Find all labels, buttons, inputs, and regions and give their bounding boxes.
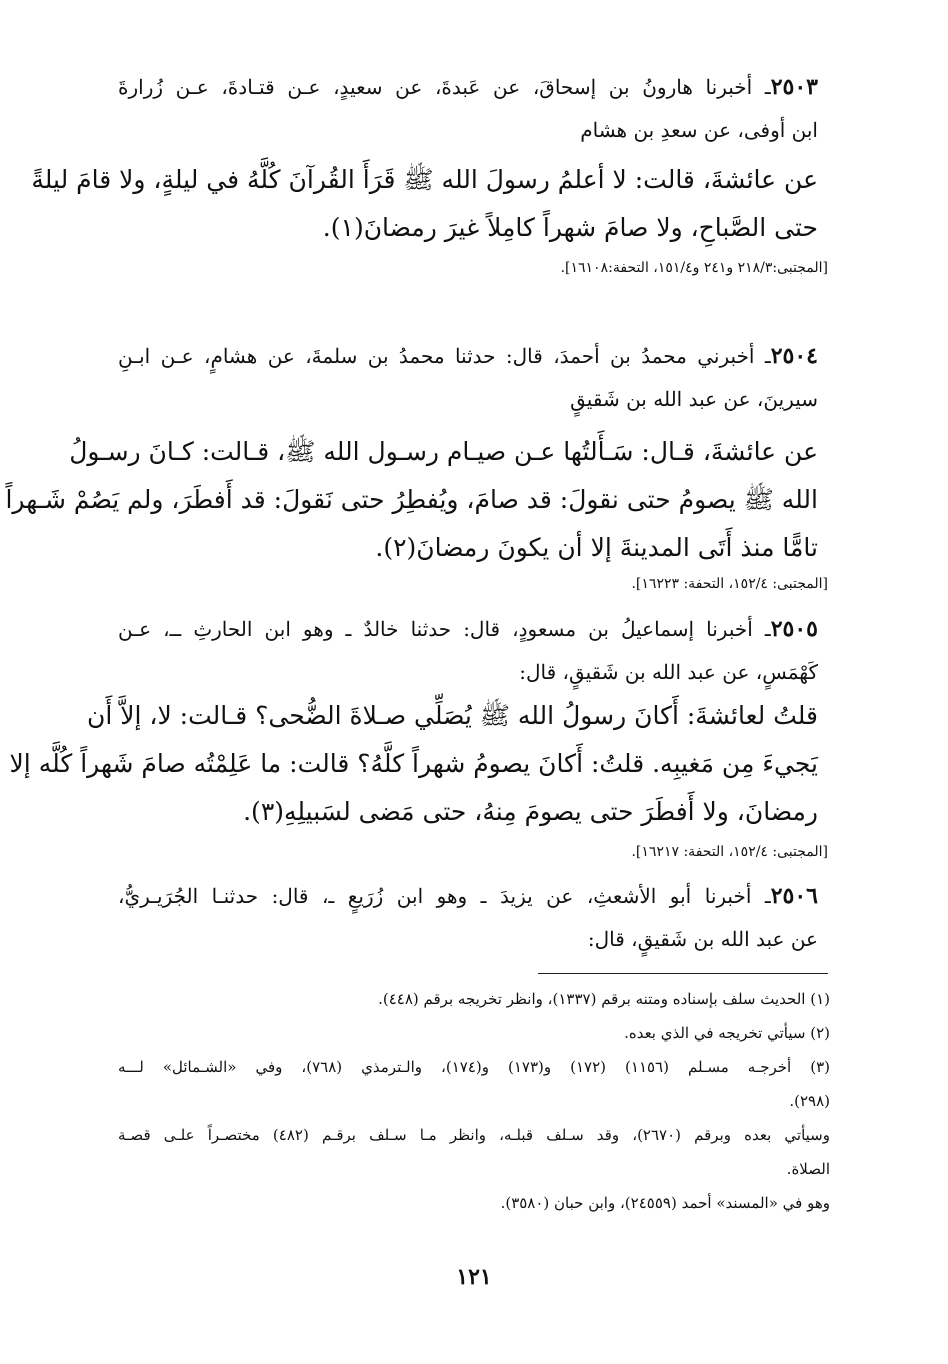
isnad-line: ابن أوفى، عن سعدِ بن هشام [580,118,818,142]
hadith-2504-isnad [118,335,818,421]
footnote-3-continued: وسيأتي بعده وبرقم (٢٦٧٠)، وقد سـلف قبلـه، وانظر مـا سـلف برقـم (٤٨٢) مختصـراً علـى قصـة [118,1126,830,1144]
matn-line: رمضانَ، ولا أَفطَرَ حتى يصومَ مِنهُ، حتى مَضى لسَبيلِهِ(٣). [243,797,818,826]
hadith-2504-matn [5,428,818,572]
hadith-number: ٢٥٠٣ [770,74,818,100]
hadith-2503-reference: [المجتبى:٢١٨/٣ و٢٤١ و١٥١/٤، التحفة:١٦١٠٨]. [560,260,828,276]
footnote-2: (٢) سيأتي تخريجه في الذي بعده. [624,1024,830,1042]
hadith-2503-matn [31,156,818,252]
footnote-separator [538,973,828,974]
isnad-line: ٢٥٠٤ـ أخبرني محمدُ بن أحمدَ، قال: حدثنا محمدُ بن سلمةَ، عن هشامٍ، عـن ابـنِ [118,343,818,369]
isnad-line: عن عبد الله بن شَقيقٍ، قال: [587,927,818,951]
hadith-number: ٢٥٠٤ [770,343,818,369]
matn-line: عن عائشةَ، قـال: سَـأَلتُها عـن صيـام رسـول الله ﷺ، قـالت: كـانَ رسـولُ [69,437,818,466]
hadith-2503-isnad [118,66,818,152]
matn-line: قلتُ لعائشةَ: أَكانَ رسولُ الله ﷺ يُصَلِّي صـلاةَ الضُّحى؟ قـالت: لا، إلاَّ أَن [86,701,818,730]
footnote-3: (٣) أخرجـه مسـلم (١١٥٦) (١٧٢) و(١٧٣) و(١٧٤)، والـترمذي (٧٦٨)، وفي «الشـمائل» لـــه [118,1058,830,1076]
isnad-line: كَهْمَسٍ، عن عبد الله بن شَقيقٍ، قال: [519,660,818,684]
footnotes [118,982,830,1220]
matn-line: حتى الصَّباحِ، ولا صامَ شهراً كامِلاً غيرَ رمضانَ(١). [322,213,818,242]
matn-line: تامًّا منذ أَتَى المدينةَ إلا أن يكونَ رمضانَ(٢). [375,533,818,562]
matn-line: عن عائشةَ، قالت: لا أعلمُ رسولَ الله ﷺ قَرَأَ القُرآنَ كُلَّهُ في ليلةٍ، ولا قامَ ليلةً [31,165,818,194]
matn-line: يَجيءَ مِن مَغيبِه. قلتُ: أَكانَ يصومُ شهراً كلَّهُ؟ قالت: ما عَلِمْتُه صامَ شَهراً كُلَّه إلا [9,749,818,778]
footnote-3-continued: (٢٩٨). [789,1092,830,1110]
hadith-number: ٢٥٠٦ [770,883,818,909]
page-number: ١٢١ [456,1264,492,1290]
hadith-number: ٢٥٠٥ [770,616,818,642]
footnote-1: (١) الحديث سلف بإسناده ومتنه برقم (١٣٣٧)، وانظر تخريجه برقم (٤٤٨). [378,990,830,1008]
isnad-line: ٢٥٠٣ـ أخبرنا هارونُ بن إسحاقَ، عن عَبدةَ، عن سعيدٍ، عـن قتـادةَ، عـن زُرارةَ [118,74,818,100]
footnote-3-continued: وهو في «المسند» أحمد (٢٤٥٥٩)، وابن حبان (٣٥٨٠). [500,1194,830,1212]
isnad-line: ٢٥٠٦ـ أخبرنا أبو الأشعثِ، عن يزيدَ ـ وهو ابن زُرَيعٍ ـ، قال: حدثنـا الجُرَيـريُّ، [118,883,818,909]
hadith-2505-isnad [118,608,818,694]
isnad-line: ٢٥٠٥ـ أخبرنا إسماعيلُ بن مسعودٍ، قال: حدثنا خالدٌ ـ وهو ابن الحارثِ ــ، عـن [118,616,818,642]
isnad-line: سيرينَ، عن عبد الله بن شَقيقٍ [570,387,818,411]
hadith-2505-matn [9,692,818,836]
footnote-3-continued: الصلاة. [786,1160,830,1178]
hadith-2505-reference: [المجتبى: ١٥٢/٤، التحفة: ١٦٢١٧]. [631,844,828,860]
hadith-2504-reference: [المجتبى: ١٥٢/٤، التحفة: ١٦٢٢٣]. [631,576,828,592]
matn-line: الله ﷺ يصومُ حتى نقولَ: قد صامَ، ويُفطِرُ حتى نَقولَ: قد أَفطَرَ، ولم يَصُمْ شَـهراً [5,485,818,514]
hadith-2506-isnad [118,875,818,961]
